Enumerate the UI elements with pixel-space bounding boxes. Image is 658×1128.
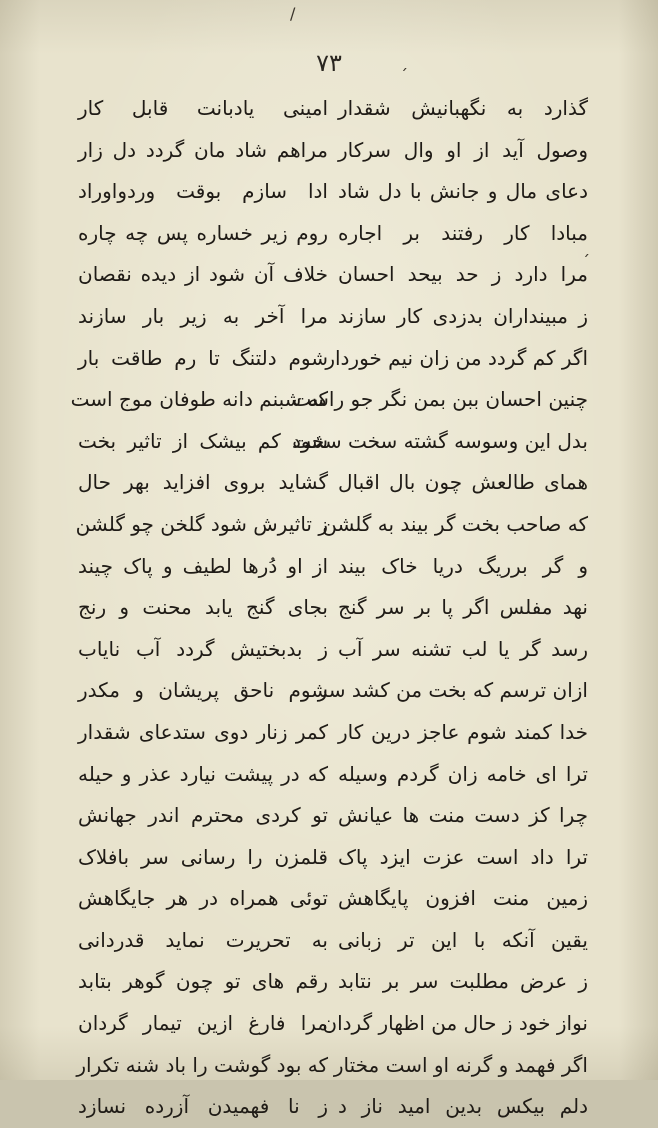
verse-line: شوم ناحق پریشان و مکدر (78, 678, 328, 703)
verse-line: اگر کم گردد من زان نیم خوردار (325, 345, 588, 370)
verse-line: گذارد به نگهبانیش شقدار (338, 96, 588, 120)
verse-line: همای طالعش چون بال اقبال (338, 470, 588, 495)
verse-line: یقین آنکه با این تر زبانی (338, 927, 588, 952)
verse-line: خلاف آن شود از دیده نقصان (78, 262, 328, 287)
verse-line: و گر برریگ دریا خاک بیند (338, 553, 588, 578)
margin-tick-mark: / (290, 4, 296, 23)
verse-line: که در پیشت نیارد عذر و حیله (78, 761, 328, 786)
verse-line: ز بدبختیش گردد آب نایاب (78, 636, 328, 661)
verse-line: به تحریرت نماید قدردانی (78, 927, 328, 952)
verse-line: بجای گنج یابد محنت و رنج (78, 595, 328, 620)
verse-line: اگر فهمد و گرنه او است مختار (333, 1052, 588, 1077)
verse-line: تو کردی محترم اندر جهانش (78, 803, 328, 828)
verse-line: نواز خود ز حال من اظهار گردان (322, 1011, 588, 1036)
verse-line: قلمزن را رسانی سر بافلاک (78, 844, 328, 869)
verse-line: ترا ای خامه زان گردم وسیله (338, 761, 588, 786)
margin-tick-mark: ˏ (582, 238, 590, 257)
verse-line: مراهم شاد مان گردد دل زار (78, 137, 328, 162)
verse-line: مرا فارغ ازین تیمار گردان (78, 1011, 328, 1036)
verse-line: وصول آید از او وال سرکار (338, 137, 588, 162)
verse-line: چنین احسان ببن بمن نگر جو راست (292, 387, 588, 412)
verse-line: مبادا کار رفتند بر اجاره (338, 220, 588, 245)
verse-line: مرا دارد ز حد بیحد احسان (338, 262, 588, 287)
verse-line: ادا سازم بوقت وردواوراد (78, 179, 328, 204)
verse-line: که بود گوشت را باد شنه تکرار (76, 1052, 328, 1077)
verse-line: ز تاثیرش شود گلخن چو گلشن (75, 511, 328, 536)
page-number: ٧٣ (316, 49, 342, 77)
verse-line: ترا داد است عزت ایزد پاک (338, 844, 588, 869)
verse-line: ز نا فهمیدن آزرده نسازد (78, 1094, 328, 1119)
right-verse-column (292, 88, 588, 1128)
verse-line: نهد مفلس اگر پا بر سر گنج (338, 595, 588, 620)
verse-line: که شبنم دانه طوفان موج است (70, 387, 328, 412)
verse-line: گشاید بروی افزاید بهر حال (78, 470, 328, 495)
verse-line: دعای مال و جانش با دل شاد (338, 179, 588, 204)
margin-tick-mark: ˏ (400, 52, 408, 71)
verse-line: مرا آخر به زیر بار سازند (78, 303, 328, 328)
verse-line: بدل این وسوسه گشته سخت سخت (292, 428, 588, 453)
verse-line: دلم بیکس بدین امید ناز د (338, 1094, 588, 1119)
verse-line: کمر زنار دوی ستدعای شقدار (78, 719, 328, 744)
verse-line: ز مبینداران بدزدی کار سازند (338, 303, 588, 328)
verse-line: رسد گر یا لب تشنه سر آب (338, 636, 588, 661)
left-verse-column (70, 88, 328, 1128)
verse-line: خدا کمند شوم عاجز درین کار (338, 719, 588, 744)
verse-line: امینی یادبانت قابل کار (78, 96, 328, 120)
verse-line: از او دُرها لطیف و پاک چیند (78, 553, 328, 578)
verse-line: شود کم بیشک از تاثیر بخت (78, 428, 328, 453)
verse-line: که صاحب بخت گر بیند به گلشن (322, 511, 588, 536)
verse-line: زمین منت افزون پایگاهش (338, 886, 588, 911)
verse-line: ازان ترسم که بخت من کشد سر (317, 678, 588, 703)
verse-line: روم زیر خساره پس چه چاره (78, 220, 328, 245)
verse-line: چرا کز دست منت ها عیانش (338, 803, 588, 828)
verse-line: ز عرض مطلبت سر بر نتابد (338, 969, 588, 994)
verse-line: توئی همراه در هر جایگاهش (78, 886, 328, 911)
verse-line: رقم های تو چون گوهر بتابد (78, 969, 328, 994)
verse-line: شوم دلتنگ تا رم طاقت بار (78, 345, 328, 370)
